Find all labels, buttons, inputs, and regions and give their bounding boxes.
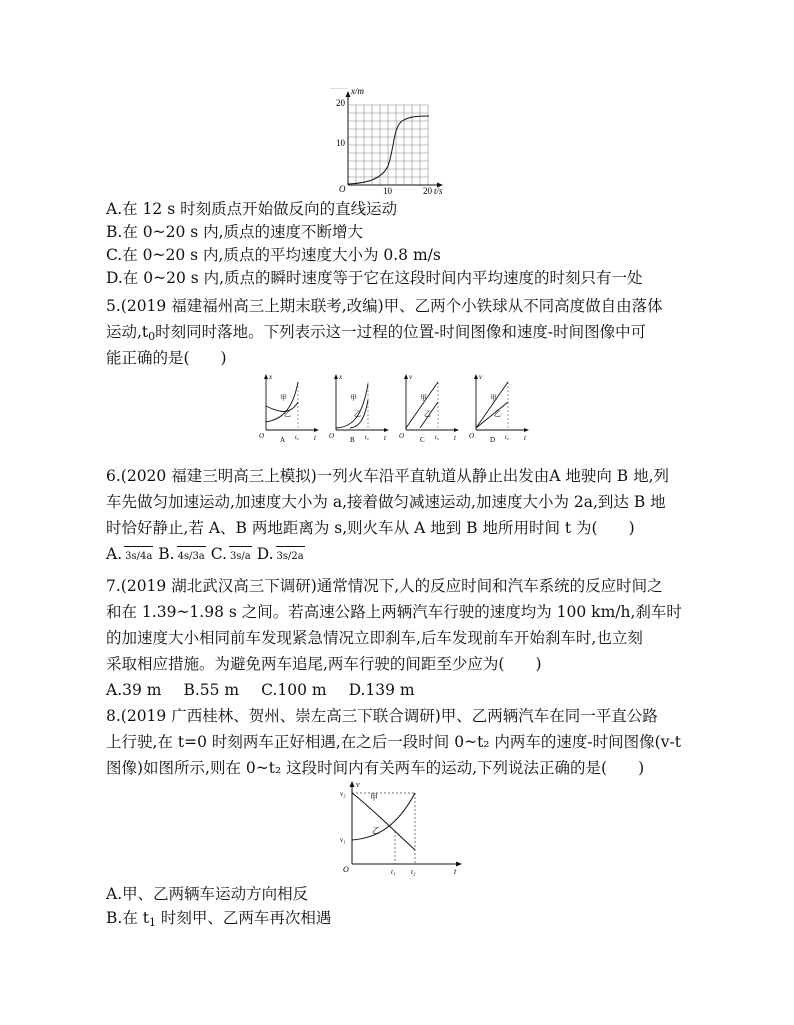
- y-axis-label: x: [339, 373, 343, 381]
- x-axis-label: t: [314, 434, 316, 442]
- t0-label: t₀: [295, 435, 299, 441]
- jia-label: 甲: [420, 394, 427, 402]
- option-graph-a: [259, 373, 319, 444]
- question-5-line-2: 运动$,t_0$时刻同时落地。下列表示这一过程的位置-时间图像和速度-时间图像中可: [106, 323, 647, 343]
- velocity-time-graph: [338, 780, 468, 880]
- t0-label: t₀: [505, 435, 509, 441]
- question-4-option-d: D.在 0~20 s 内,质点的瞬时速度等于它在这段时间内平均速度的时刻只有一处: [106, 269, 643, 287]
- question-7-line-1: 7.(2019 湖北武汉高三下调研)通常情况下,人的反应时间和汽车系统的反应时间之: [106, 577, 663, 595]
- question-7-line-3: 的加速度大小相同前车发现紧急情况立即刹车,后车发现前车开始刹车时,也立刻: [106, 629, 643, 647]
- x-axis-label: t: [524, 434, 526, 442]
- jia-label: 甲: [370, 793, 378, 802]
- option-letter: A: [280, 436, 286, 444]
- radical-d: 3s/2a: [276, 546, 305, 567]
- radical-c: 3s/a: [229, 546, 252, 567]
- x-axis-label: t: [454, 434, 456, 442]
- x-axis-label: t: [384, 434, 386, 442]
- option-letter: C: [420, 436, 425, 444]
- question-7-line-2: 和在 1.39~1.98 s 之间。若高速公路上两辆汽车行驶的速度均为 100 km/h,刹车时: [106, 603, 682, 621]
- y-axis-label: x: [269, 373, 273, 381]
- jia-label: 甲: [490, 394, 497, 402]
- y-axis-label: v: [409, 373, 413, 381]
- t1-label: t₁: [391, 868, 396, 876]
- v2-label: v₂: [340, 790, 346, 798]
- question-4-option-a: A.在 12 s 时刻质点开始做反向的直线运动: [106, 200, 398, 218]
- yi-label: 乙: [284, 410, 291, 418]
- option-graph-b: [329, 373, 389, 444]
- question-7-line-4: 采取相应措施。为避免两车追尾,两车行驶的间距至少应为( ): [106, 655, 542, 673]
- option-letter: B: [350, 436, 355, 444]
- radical-a: 3s/4a: [124, 546, 153, 567]
- origin-label: O: [259, 432, 265, 440]
- yi-label: 乙: [494, 410, 501, 418]
- option-letter: D: [490, 436, 496, 444]
- question-8-line-1: 8.(2019 广西桂林、贺州、崇左高三下联合调研)甲、乙两辆汽车在同一平直公路: [106, 707, 658, 725]
- y-axis-label: v: [479, 373, 483, 381]
- question-8-option-a: A.甲、乙两辆车运动方向相反: [106, 885, 309, 903]
- question-6-line-2: 车先做匀加速运动,加速度大小为 a,接着做匀减速运动,加速度大小为 2a,到达 B 地: [106, 493, 666, 511]
- question-7-options: A.39 m B.55 m C.100 m D.139 m: [106, 681, 415, 699]
- option-graph-d: [469, 373, 529, 444]
- question-5-line-3: 能正确的是( ): [106, 349, 227, 367]
- question-8-line-3: 图像)如图所示,则在 0~t₂ 这段时间内有关两车的运动,下列说法正确的是( ): [106, 759, 645, 777]
- t0-label: t₀: [365, 435, 369, 441]
- y-axis-label: v: [356, 780, 360, 789]
- y-tick-label: 10: [336, 138, 345, 148]
- x-tick-label: 10: [383, 186, 392, 196]
- question-8-line-2: 上行驶,在 t=0 时刻两车正好相遇,在之后一段时间 0~t₂ 内两车的速度-时间图像(v-t: [106, 733, 681, 751]
- v1-label: v₁: [340, 836, 346, 844]
- origin-label: O: [329, 432, 335, 440]
- question-6-line-1: 6.(2020 福建三明高三上模拟)一列火车沿平直轨道从静止出发由A 地驶向 B 地,列: [106, 467, 670, 485]
- y-tick-label: 20: [336, 98, 345, 108]
- yi-label: 乙: [354, 410, 361, 418]
- position-time-graph: [330, 88, 470, 198]
- yi-label: 乙: [372, 826, 380, 835]
- x-axis-label: t: [454, 867, 457, 876]
- option-graph-c: [399, 373, 459, 444]
- origin-label: O: [343, 865, 349, 874]
- question-8-option-b: B.在 $t_1$ 时刻甲、乙两车再次相遇: [106, 909, 332, 929]
- origin-label: O: [469, 432, 475, 440]
- x-axis-label: t/s: [434, 186, 443, 196]
- t0-label: t₀: [435, 435, 439, 441]
- yi-label: 乙: [424, 410, 431, 418]
- origin-label: O: [339, 184, 346, 194]
- jia-label: 甲: [350, 394, 357, 402]
- x-tick-label: 20: [423, 186, 432, 196]
- y-axis-label: x/m: [351, 88, 364, 96]
- q5-options-graphs: [258, 372, 538, 444]
- t2-label: t₂: [411, 868, 416, 876]
- radical-b: 4s/3a: [177, 546, 206, 567]
- question-4-option-b: B.在 0~20 s 内,质点的速度不断增大: [106, 223, 364, 241]
- question-6-line-3: 时恰好静止,若 A、B 两地距离为 s,则火车从 A 地到 B 地所用时间 t 为( ): [106, 519, 635, 537]
- question-6-options: A. 3s/4a B. 4s/3a C. 3s/a D. 3s/2a: [106, 544, 305, 567]
- jia-label: 甲: [280, 394, 287, 402]
- question-5-line-1: 5.(2019 福建福州高三上期末联考,改编)甲、乙两个小铁球从不同高度做自由落体: [106, 297, 663, 315]
- question-4-option-c: C.在 0~20 s 内,质点的平均速度大小为 0.8 m/s: [106, 246, 441, 264]
- origin-label: O: [399, 432, 405, 440]
